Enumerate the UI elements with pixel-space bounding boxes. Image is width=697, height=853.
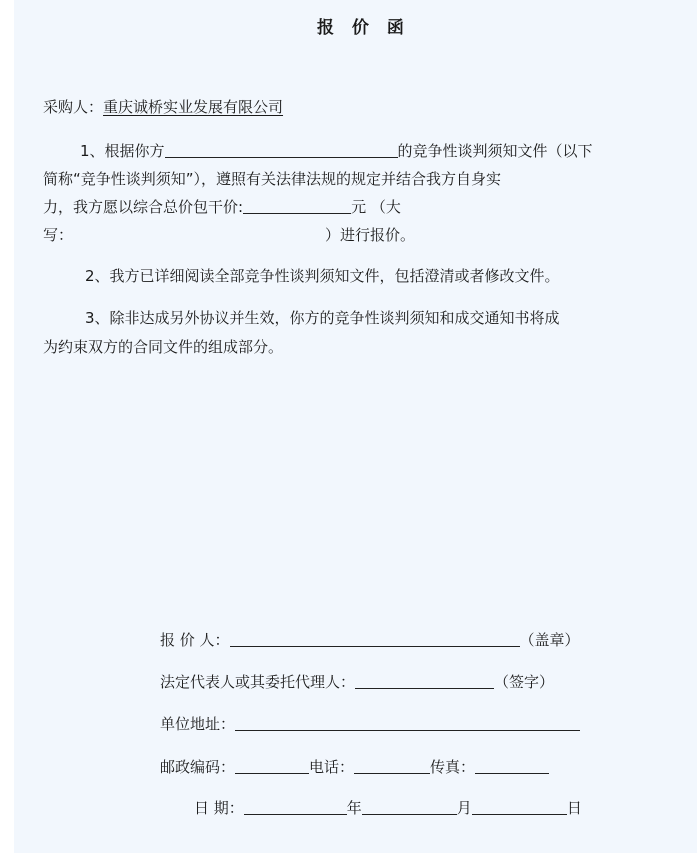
phone-label: 电话： [309, 758, 355, 776]
para1-text-end: 的竞争性谈判须知文件（以下 [397, 142, 593, 160]
purchaser-name: 重庆诚桥实业发展有限公司 [103, 98, 284, 116]
price-unit: 元 （大 [351, 198, 401, 216]
year-label: 年 [346, 799, 362, 817]
month-blank [362, 798, 457, 815]
date-line [194, 798, 582, 818]
para1-line2: 简称“竞争性谈判须知”），遵照有关法律法规的规定并结合我方自身实 [43, 170, 502, 188]
bidder-label: 报 价 人： [160, 631, 230, 649]
document-title: 报 价 函 [317, 18, 410, 38]
representative-label: 法定代表人或其委托代理人： [160, 673, 356, 691]
bidder-line [160, 630, 580, 650]
para1-text-tail: ）进行报价。 [325, 226, 416, 244]
date-label: 日 期： [194, 799, 244, 817]
para1-line1 [80, 141, 593, 161]
fax-label: 传真： [430, 758, 476, 776]
representative-blank [355, 672, 494, 689]
project-name-blank [165, 141, 398, 158]
contact-line [160, 757, 549, 777]
address-blank [235, 714, 580, 731]
para3-line1: 3、除非达成另外协议并生效，你方的竞争性谈判须知和成交通知书将成 [85, 309, 560, 327]
para1-line4 [43, 225, 415, 245]
price-colon: : [238, 198, 244, 216]
price-blank [243, 197, 351, 214]
postcode-blank [235, 757, 309, 774]
seal-note: （盖章） [519, 631, 580, 649]
bidder-blank [230, 630, 520, 647]
para1-line3 [43, 197, 401, 217]
day-blank [472, 798, 567, 815]
address-label: 单位地址： [160, 715, 236, 733]
fax-blank [475, 757, 549, 774]
day-label: 日 [566, 799, 582, 817]
para3-line2: 为约束双方的合同文件的组成部分。 [43, 338, 284, 356]
year-blank [244, 798, 347, 815]
price-label: 力，我方愿以综合总价包干价 [43, 198, 239, 216]
address-line [160, 714, 580, 734]
representative-line [160, 672, 554, 692]
purchaser-label: 采购人： [43, 98, 104, 116]
month-label: 月 [456, 799, 472, 817]
purchaser-line [43, 97, 283, 117]
price-words-label: 写： [43, 226, 74, 244]
para2: 2、我方已详细阅读全部竞争性谈判须知文件，包括澄清或者修改文件。 [85, 267, 560, 285]
para1-text-start: 1、根据你方 [80, 142, 165, 160]
sign-note: （签字） [494, 673, 555, 691]
document-page [14, 0, 697, 853]
phone-blank [354, 757, 430, 774]
postcode-label: 邮政编码： [160, 758, 236, 776]
